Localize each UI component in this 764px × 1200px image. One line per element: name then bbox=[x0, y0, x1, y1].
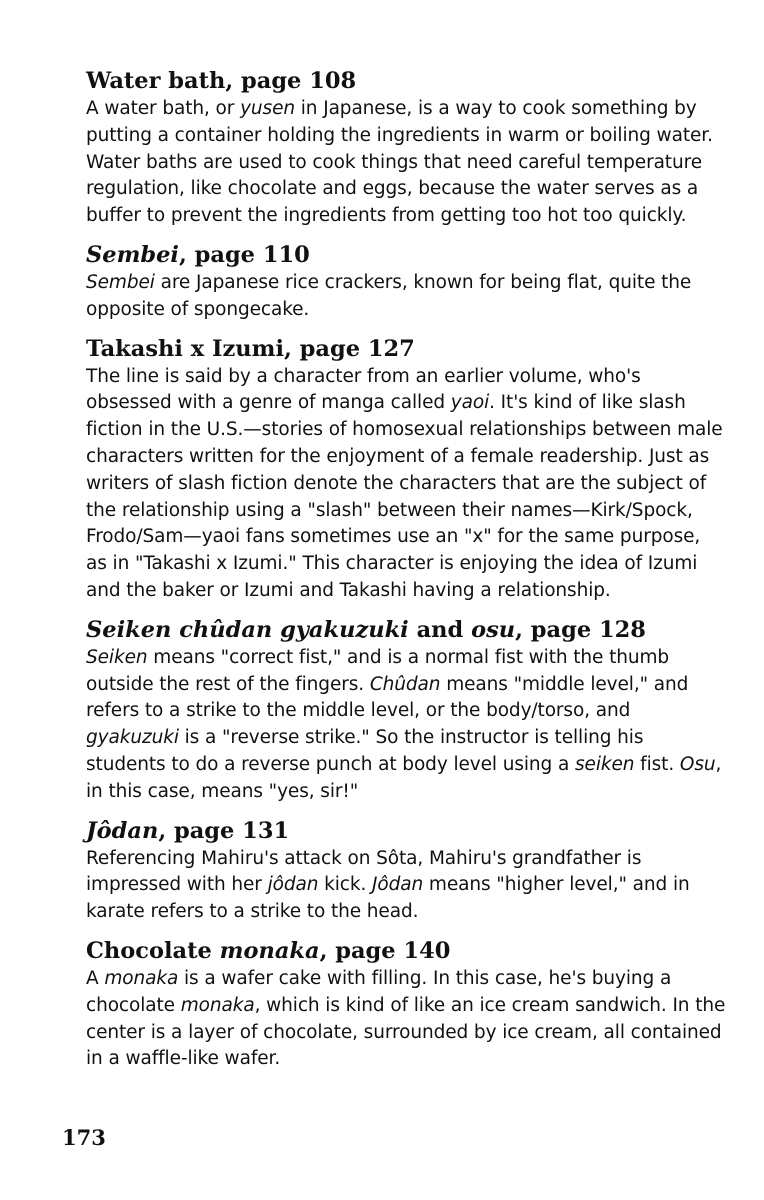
entry-heading bbox=[86, 334, 726, 364]
body-text: is a "reverse strike." So the instructor is telling his students to do a reverse punch at body level using a bbox=[86, 727, 644, 775]
heading-text: Seiken chûdan gyakuzuki bbox=[86, 616, 409, 643]
heading-text: , page 110 bbox=[178, 241, 310, 268]
heading-text: , page 131 bbox=[158, 817, 290, 844]
heading-text: , page 128 bbox=[515, 616, 646, 643]
entry-body bbox=[86, 96, 726, 230]
heading-text: Water bath, page 108 bbox=[86, 68, 357, 94]
glossary-entry bbox=[86, 936, 726, 1073]
entry-body bbox=[86, 966, 726, 1073]
entry-body bbox=[86, 270, 726, 324]
body-text: Referencing Mahiru's attack on Sôta, Mahiru's grandfather is impressed with her bbox=[86, 847, 642, 896]
glossary-entries bbox=[86, 66, 726, 1077]
italic-term: monaka bbox=[104, 967, 179, 989]
entry-heading bbox=[86, 816, 726, 846]
body-text: The line is said by a character from an earlier volume, who's obsessed with a genre of manga called bbox=[86, 365, 641, 414]
glossary-entry bbox=[86, 816, 726, 926]
glossary-entry bbox=[86, 66, 726, 230]
body-text: A bbox=[86, 967, 105, 989]
glossary-entry bbox=[86, 615, 726, 806]
body-text: is a wafer cake with filling. In this case, he's buying a chocolate bbox=[86, 967, 672, 1016]
body-text: are Japanese rice crackers, known for being flat, quite the opposite of spongecake. bbox=[86, 271, 692, 320]
italic-term: seiken bbox=[575, 753, 635, 775]
italic-term: Jôdan bbox=[372, 874, 424, 896]
body-text: means "higher level," and in karate refers to a strike to the head. bbox=[86, 874, 690, 923]
italic-term: Seiken bbox=[86, 646, 148, 668]
heading-text: Jôdan bbox=[86, 817, 159, 844]
italic-term: Chûdan bbox=[369, 673, 441, 695]
entry-body bbox=[86, 846, 726, 926]
glossary-entry bbox=[86, 240, 726, 324]
body-text: kick. bbox=[318, 874, 373, 896]
heading-text: and bbox=[408, 616, 472, 643]
body-text: A water bath, or bbox=[86, 98, 241, 119]
heading-text: osu bbox=[471, 616, 516, 643]
italic-term: gyakuzuki bbox=[86, 727, 179, 749]
entry-heading bbox=[86, 240, 726, 270]
body-text: , in this case, means "yes, sir!" bbox=[86, 753, 722, 802]
entry-heading bbox=[86, 615, 726, 645]
glossary-entry bbox=[86, 334, 726, 605]
heading-text: monaka bbox=[219, 937, 320, 964]
body-text: , which is kind of like an ice cream sandwich. In the center is a layer of chocolate, surrounded by ice cream, all contained in a waffle-like wafer. bbox=[86, 994, 726, 1070]
page-number: 173 bbox=[62, 1125, 106, 1150]
body-text: . It's kind of like slash fiction in the U.S.—stories of homosexual relationships between male characters written for the enjoyment of a female readership. Just as writers of slash fiction denote the characters that are the subject of the relationship using a "slash" between their names—Kirk/Spock, Frodo/Sam—yaoi fans sometimes use an "x" for the same purpose, as in "Takashi x Izumi." This character is enjoying the idea of Izumi and the baker or Izumi and Takashi having a relationship. bbox=[86, 392, 723, 601]
entry-heading bbox=[86, 66, 726, 96]
heading-text: Takashi x Izumi, page 127 bbox=[86, 335, 415, 362]
italic-term: Osu bbox=[679, 753, 716, 775]
body-text: means "middle level," and refers to a strike to the middle level, or the body/torso, and bbox=[86, 673, 689, 722]
body-text: fist. bbox=[634, 753, 680, 775]
heading-text: Chocolate bbox=[86, 937, 220, 964]
heading-text: , page 140 bbox=[319, 937, 451, 964]
entry-heading bbox=[86, 936, 726, 966]
entry-body bbox=[86, 645, 726, 806]
italic-term: yaoi bbox=[450, 392, 490, 414]
entry-body bbox=[86, 364, 726, 605]
italic-term: jôdan bbox=[267, 874, 319, 896]
heading-text: Sembei bbox=[86, 241, 179, 268]
body-text: means "correct fist," and is a normal fist with the thumb outside the rest of the fingers. bbox=[86, 646, 670, 695]
italic-term: yusen bbox=[240, 98, 295, 119]
italic-term: Sembei bbox=[86, 271, 155, 293]
italic-term: monaka bbox=[180, 994, 255, 1016]
body-text: in Japanese, is a way to cook something by putting a container holding the ingredients in warm or boiling water. Water baths are used to cook things that need careful temperature regulation, like chocolate and eggs, because the water serves as a buffer to prevent the ingredients from getting too hot too quickly. bbox=[86, 98, 713, 227]
